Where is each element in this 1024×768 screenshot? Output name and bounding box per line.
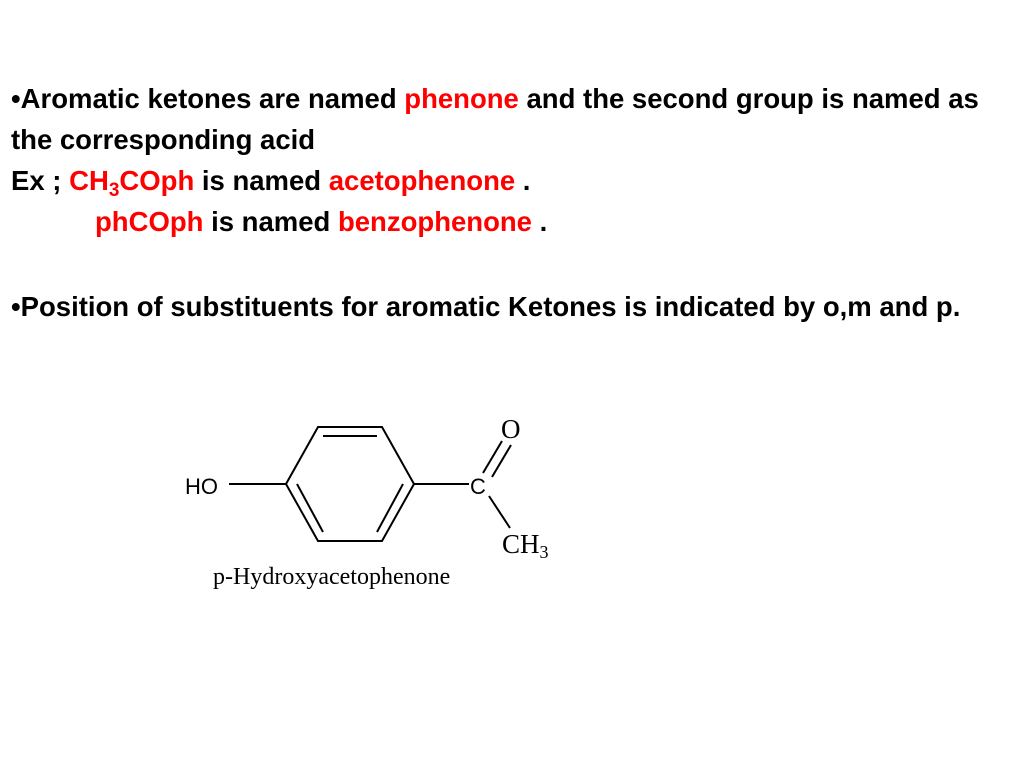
formula-ch3coph: $CH_3COph$ (69, 165, 195, 201)
carbonyl-carbon-label: C (470, 474, 486, 499)
example-acetophenone: Ex ; $CH_3COph$ is named acetophenone . (11, 165, 531, 201)
structure-caption: p-Hydroxyacetophenone (213, 564, 451, 590)
name-acetophenone: acetophenone (328, 165, 516, 196)
bullet-aromatic-ketones: •Aromatic ketones are named phenone and the second group is named as the corresponding acid (11, 83, 979, 155)
bullet-dot: • (11, 83, 21, 114)
example-benzophenone: phCOph is named benzophenone . (95, 206, 548, 237)
carbon-methyl-bond (489, 496, 510, 528)
bonds (229, 441, 511, 528)
bullet-dot: • (11, 291, 21, 322)
term-phenone: phenone (404, 83, 519, 114)
oxygen-label: O (501, 414, 521, 444)
methyl-label: CH3 (502, 529, 549, 562)
carbonyl-double-bond-b (492, 445, 511, 477)
carbonyl-double-bond-a (483, 441, 502, 473)
bullet-substituent-position: •Position of substituents for aromatic Ketones is indicated by o,m and p. (11, 291, 961, 322)
benzene-ring (286, 427, 414, 541)
hydroxyl-label: HO (185, 474, 218, 499)
formula-phcoph: phCOph (95, 206, 204, 237)
name-benzophenone: benzophenone (337, 206, 532, 237)
